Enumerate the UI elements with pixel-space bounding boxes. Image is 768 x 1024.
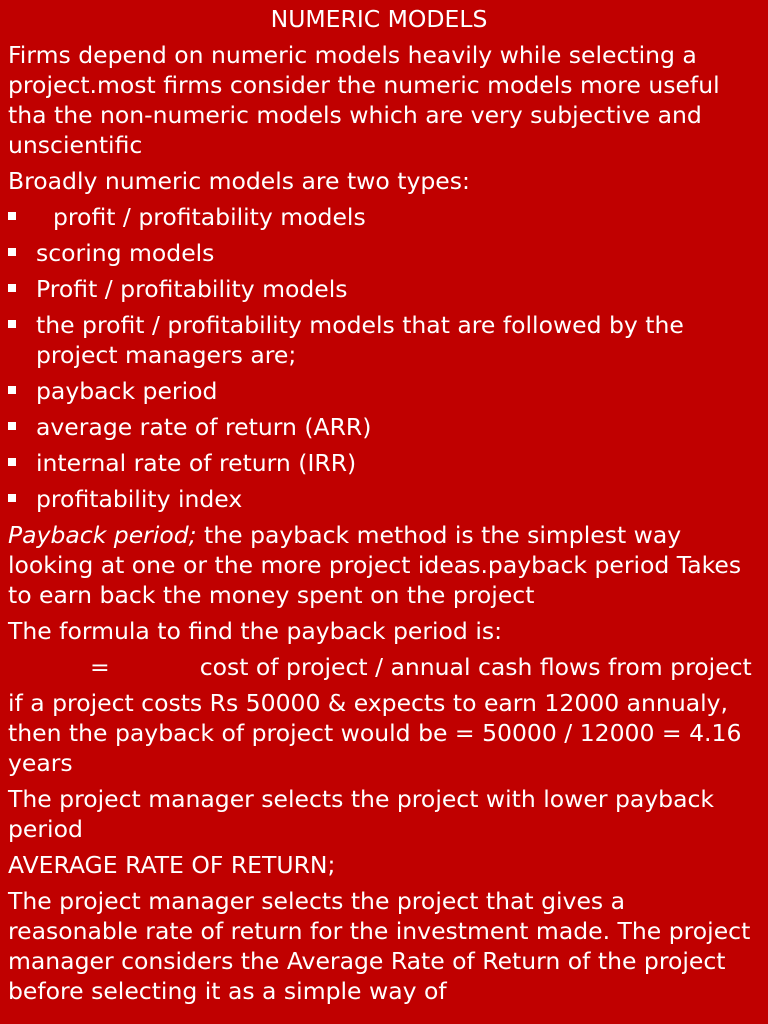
square-bullet-icon xyxy=(8,458,16,466)
types-intro: Broadly numeric models are two types: xyxy=(8,167,470,195)
list-item xyxy=(8,484,760,514)
list-item-text: profitability index xyxy=(36,485,243,513)
list-item-text: internal rate of return (IRR) xyxy=(36,449,357,477)
arr-paragraph: The project manager selects the project that gives a reasonable rate of return for the investment made. The project manager considers the Average Rate of Return of the project before selecting it as a simple way of xyxy=(8,887,751,1005)
list-item-text: scoring models xyxy=(36,239,215,267)
intro-paragraph: Firms depend on numeric models heavily while selecting a project.most firms consider the numeric models more useful tha the non-numeric models which are very subjective and unscientific xyxy=(8,41,720,159)
payback-label: Payback period; xyxy=(8,521,197,549)
square-bullet-icon xyxy=(8,386,16,394)
formula-expression: cost of project / annual cash flows from project xyxy=(199,653,752,681)
list-item-text: profit / profitability models xyxy=(53,203,366,231)
list-item-text: average rate of return (ARR) xyxy=(36,413,372,441)
selection-paragraph: The project manager selects the project with lower payback period xyxy=(8,785,715,843)
slide-title: NUMERIC MODELS xyxy=(270,5,488,33)
square-bullet-icon xyxy=(8,248,16,256)
arr-heading: AVERAGE RATE OF RETURN; xyxy=(8,851,336,879)
payback-formula xyxy=(8,652,760,682)
formula-equals: = xyxy=(90,653,110,681)
list-item xyxy=(8,202,760,232)
payback-text: the payback method is the simplest way looking at one or the more project ideas.payback period Takes to earn back the money spent on the project xyxy=(8,521,742,609)
list-item xyxy=(8,238,760,268)
square-bullet-icon xyxy=(8,212,16,220)
payback-paragraph xyxy=(8,520,760,610)
list-item-text: payback period xyxy=(36,377,218,405)
list-item xyxy=(8,274,760,304)
square-bullet-icon xyxy=(8,422,16,430)
square-bullet-icon xyxy=(8,494,16,502)
list-item-text: the profit / profitability models that are followed by the project managers are; xyxy=(36,311,684,369)
example-paragraph: if a project costs Rs 50000 & expects to earn 12000 annualy, then the payback of project would be = 50000 / 12000 = 4.16 years xyxy=(8,689,742,777)
square-bullet-icon xyxy=(8,320,16,328)
model-list xyxy=(8,202,760,514)
list-item xyxy=(8,310,760,370)
list-item xyxy=(8,448,760,478)
list-item xyxy=(8,376,760,406)
list-item xyxy=(8,412,760,442)
formula-intro: The formula to find the payback period is: xyxy=(8,617,503,645)
slide-content xyxy=(8,4,760,1012)
square-bullet-icon xyxy=(8,284,16,292)
list-item-text: Profit / profitability models xyxy=(36,275,348,303)
